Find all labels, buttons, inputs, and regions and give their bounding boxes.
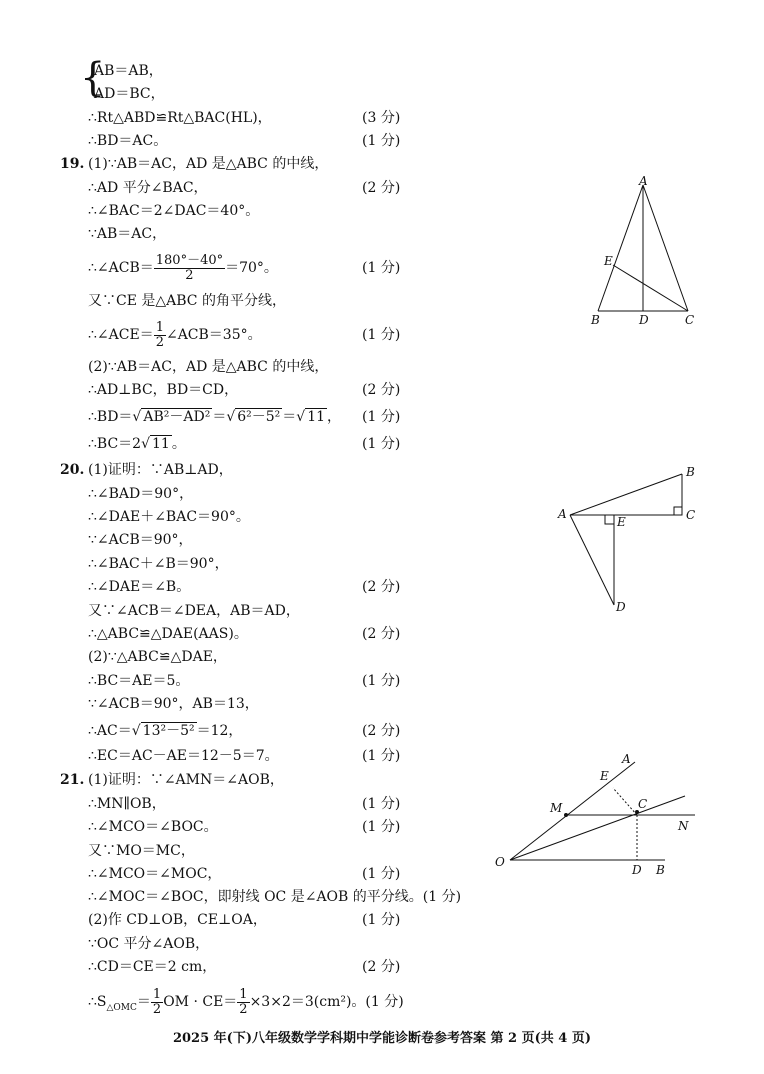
text-line: AB＝AB，	[94, 63, 163, 79]
label-o: O	[495, 855, 505, 869]
figure-q20	[550, 460, 710, 620]
question-number: 21.	[60, 772, 85, 788]
text-line: ∴Rt△ABD≌Rt△BAC(HL)，	[88, 110, 272, 126]
text-line: ∴BC＝AE＝5。	[88, 673, 190, 689]
text-line: ∴∠BAC＋∠B＝90°，	[88, 556, 229, 572]
text-line: (2)作 CD⊥OB，CE⊥OA，	[88, 912, 267, 928]
points: (1 分)	[362, 866, 401, 882]
text-line: 又∵∠ACB＝∠DEA，AB＝AD，	[88, 603, 300, 619]
segment-ad	[570, 515, 614, 605]
points: (2 分)	[362, 579, 401, 595]
text-line: (1)∵AB＝AC，AD 是△ABC 的中线，	[88, 156, 329, 172]
text-line: ∴EC＝AC－AE＝12－5＝7。	[88, 748, 279, 764]
points: (1 分)	[362, 796, 401, 812]
text-line: (2)∵△ABC≌△DAE，	[88, 649, 227, 665]
points: (1 分)	[362, 748, 401, 764]
label-a: A	[622, 752, 631, 766]
points: (2 分)	[362, 959, 401, 975]
text-line: ∴∠MCO＝∠MOC，	[88, 866, 222, 882]
text-line: ∴AD⊥BC，BD＝CD，	[88, 382, 239, 398]
text-line: AD＝BC，	[94, 86, 165, 102]
points: (1 分)	[362, 133, 401, 149]
points: (1 分)	[362, 409, 401, 425]
label-b: B	[591, 313, 600, 327]
text-line: ∴∠DAE＝∠B。	[88, 579, 191, 595]
points: (1 分)	[362, 327, 401, 343]
text-line: ∴∠BAC＝2∠DAC＝40°。	[88, 203, 260, 219]
label-e: E	[600, 769, 609, 783]
text-line: ∴∠MOC＝∠BOC，即射线 OC 是∠AOB 的平分线。(1 分)	[88, 889, 462, 905]
label-e: E	[617, 515, 626, 529]
text-line: ∵AB＝AC，	[88, 226, 167, 242]
label-d: D	[639, 313, 649, 327]
label-b: B	[656, 863, 665, 877]
question-number: 19.	[60, 156, 85, 172]
text-line: ∵∠ACB＝90°，AB＝13，	[88, 696, 259, 712]
label-b: B	[686, 465, 695, 479]
question-number: 20.	[60, 462, 85, 478]
figure-q19	[585, 175, 705, 330]
label-m: M	[550, 801, 563, 815]
segment-ab	[570, 474, 682, 515]
text-line: 又∵CE 是△ABC 的角平分线，	[88, 293, 286, 309]
label-n: N	[678, 819, 689, 833]
right-angle-mark-c	[674, 507, 682, 515]
text-line: (2)∵AB＝AC，AD 是△ABC 的中线，	[88, 359, 329, 375]
brace: {	[80, 55, 106, 101]
points: (1 分)	[362, 673, 401, 689]
segment-ac	[643, 185, 688, 311]
text-line: (1)证明：∵∠AMN＝∠AOB，	[88, 772, 284, 788]
ray-oa	[510, 762, 635, 860]
formula-area: $\therefore S_{\triangle OMC}=$ $\frac{1}{2}$ OM · CE＝ $\frac{1}{2}$ ×3×2＝3(cm²)。(1 分)	[88, 986, 404, 1017]
points: (2 分)	[362, 180, 401, 196]
text-line: ∴CD＝CE＝2 cm，	[88, 959, 217, 975]
formula-bd: ∴BD＝√ AB²－AD² ＝√ 6²－5² ＝√ 11 ，	[88, 409, 342, 425]
label-c: C	[686, 508, 696, 522]
text-line: 又∵MO＝MC，	[88, 843, 195, 859]
points: (1 分)	[362, 819, 401, 835]
segment-ce	[613, 788, 637, 815]
text-line: ∴∠DAE＋∠BAC＝90°。	[88, 509, 250, 525]
text-line: ∴∠MCO＝∠BOC。	[88, 819, 218, 835]
points: (1 分)	[362, 436, 401, 452]
text-line: ∴MN∥OB，	[88, 796, 166, 812]
points: (1 分)	[362, 912, 401, 928]
text-line: ∵OC 平分∠AOB，	[88, 936, 210, 952]
label-a: A	[558, 507, 567, 521]
ray-oc	[510, 796, 685, 860]
points: (2 分)	[362, 723, 401, 739]
formula-ac: ∴AC＝√ 13²－5² ＝12，	[88, 723, 243, 739]
label-a: A	[639, 175, 648, 188]
label-e: E	[604, 254, 613, 268]
text-line: ∴△ABC≌△DAE(AAS)。	[88, 626, 248, 642]
formula-ace: ∴∠ACE＝ $\frac{1}{2}$ ∠ACB＝35°。	[88, 319, 262, 350]
label-d: D	[616, 600, 626, 614]
points: (3 分)	[362, 110, 401, 126]
points: (1 分)	[362, 260, 401, 276]
segment-ab	[598, 185, 643, 311]
label-d: D	[632, 863, 642, 877]
formula-acb: ∴∠ACB＝ $\frac{180^\circ-40^\circ}{2}$ ＝70°。	[88, 252, 278, 283]
point-m	[564, 813, 568, 817]
formula-bc: ∴BC＝2√ 11 。	[88, 436, 186, 452]
points: (2 分)	[362, 626, 401, 642]
page-footer: 2025 年(下)八年级数学学科期中学能诊断卷参考答案 第 2 页(共 4 页)	[172, 1031, 592, 1046]
label-c: C	[638, 797, 648, 811]
segment-ce	[613, 265, 688, 311]
right-angle-mark-e	[605, 515, 614, 524]
text-line: ∴∠BAD＝90°，	[88, 486, 194, 502]
text-line: ∴BD＝AC。	[88, 133, 168, 149]
figure-q21	[490, 750, 710, 880]
points: (2 分)	[362, 382, 401, 398]
text-line: ∵∠ACB＝90°，	[88, 532, 193, 548]
label-c: C	[685, 313, 695, 327]
text-line: ∴AD 平分∠BAC，	[88, 180, 208, 196]
text-line: (1)证明：∵AB⊥AD，	[88, 462, 233, 478]
